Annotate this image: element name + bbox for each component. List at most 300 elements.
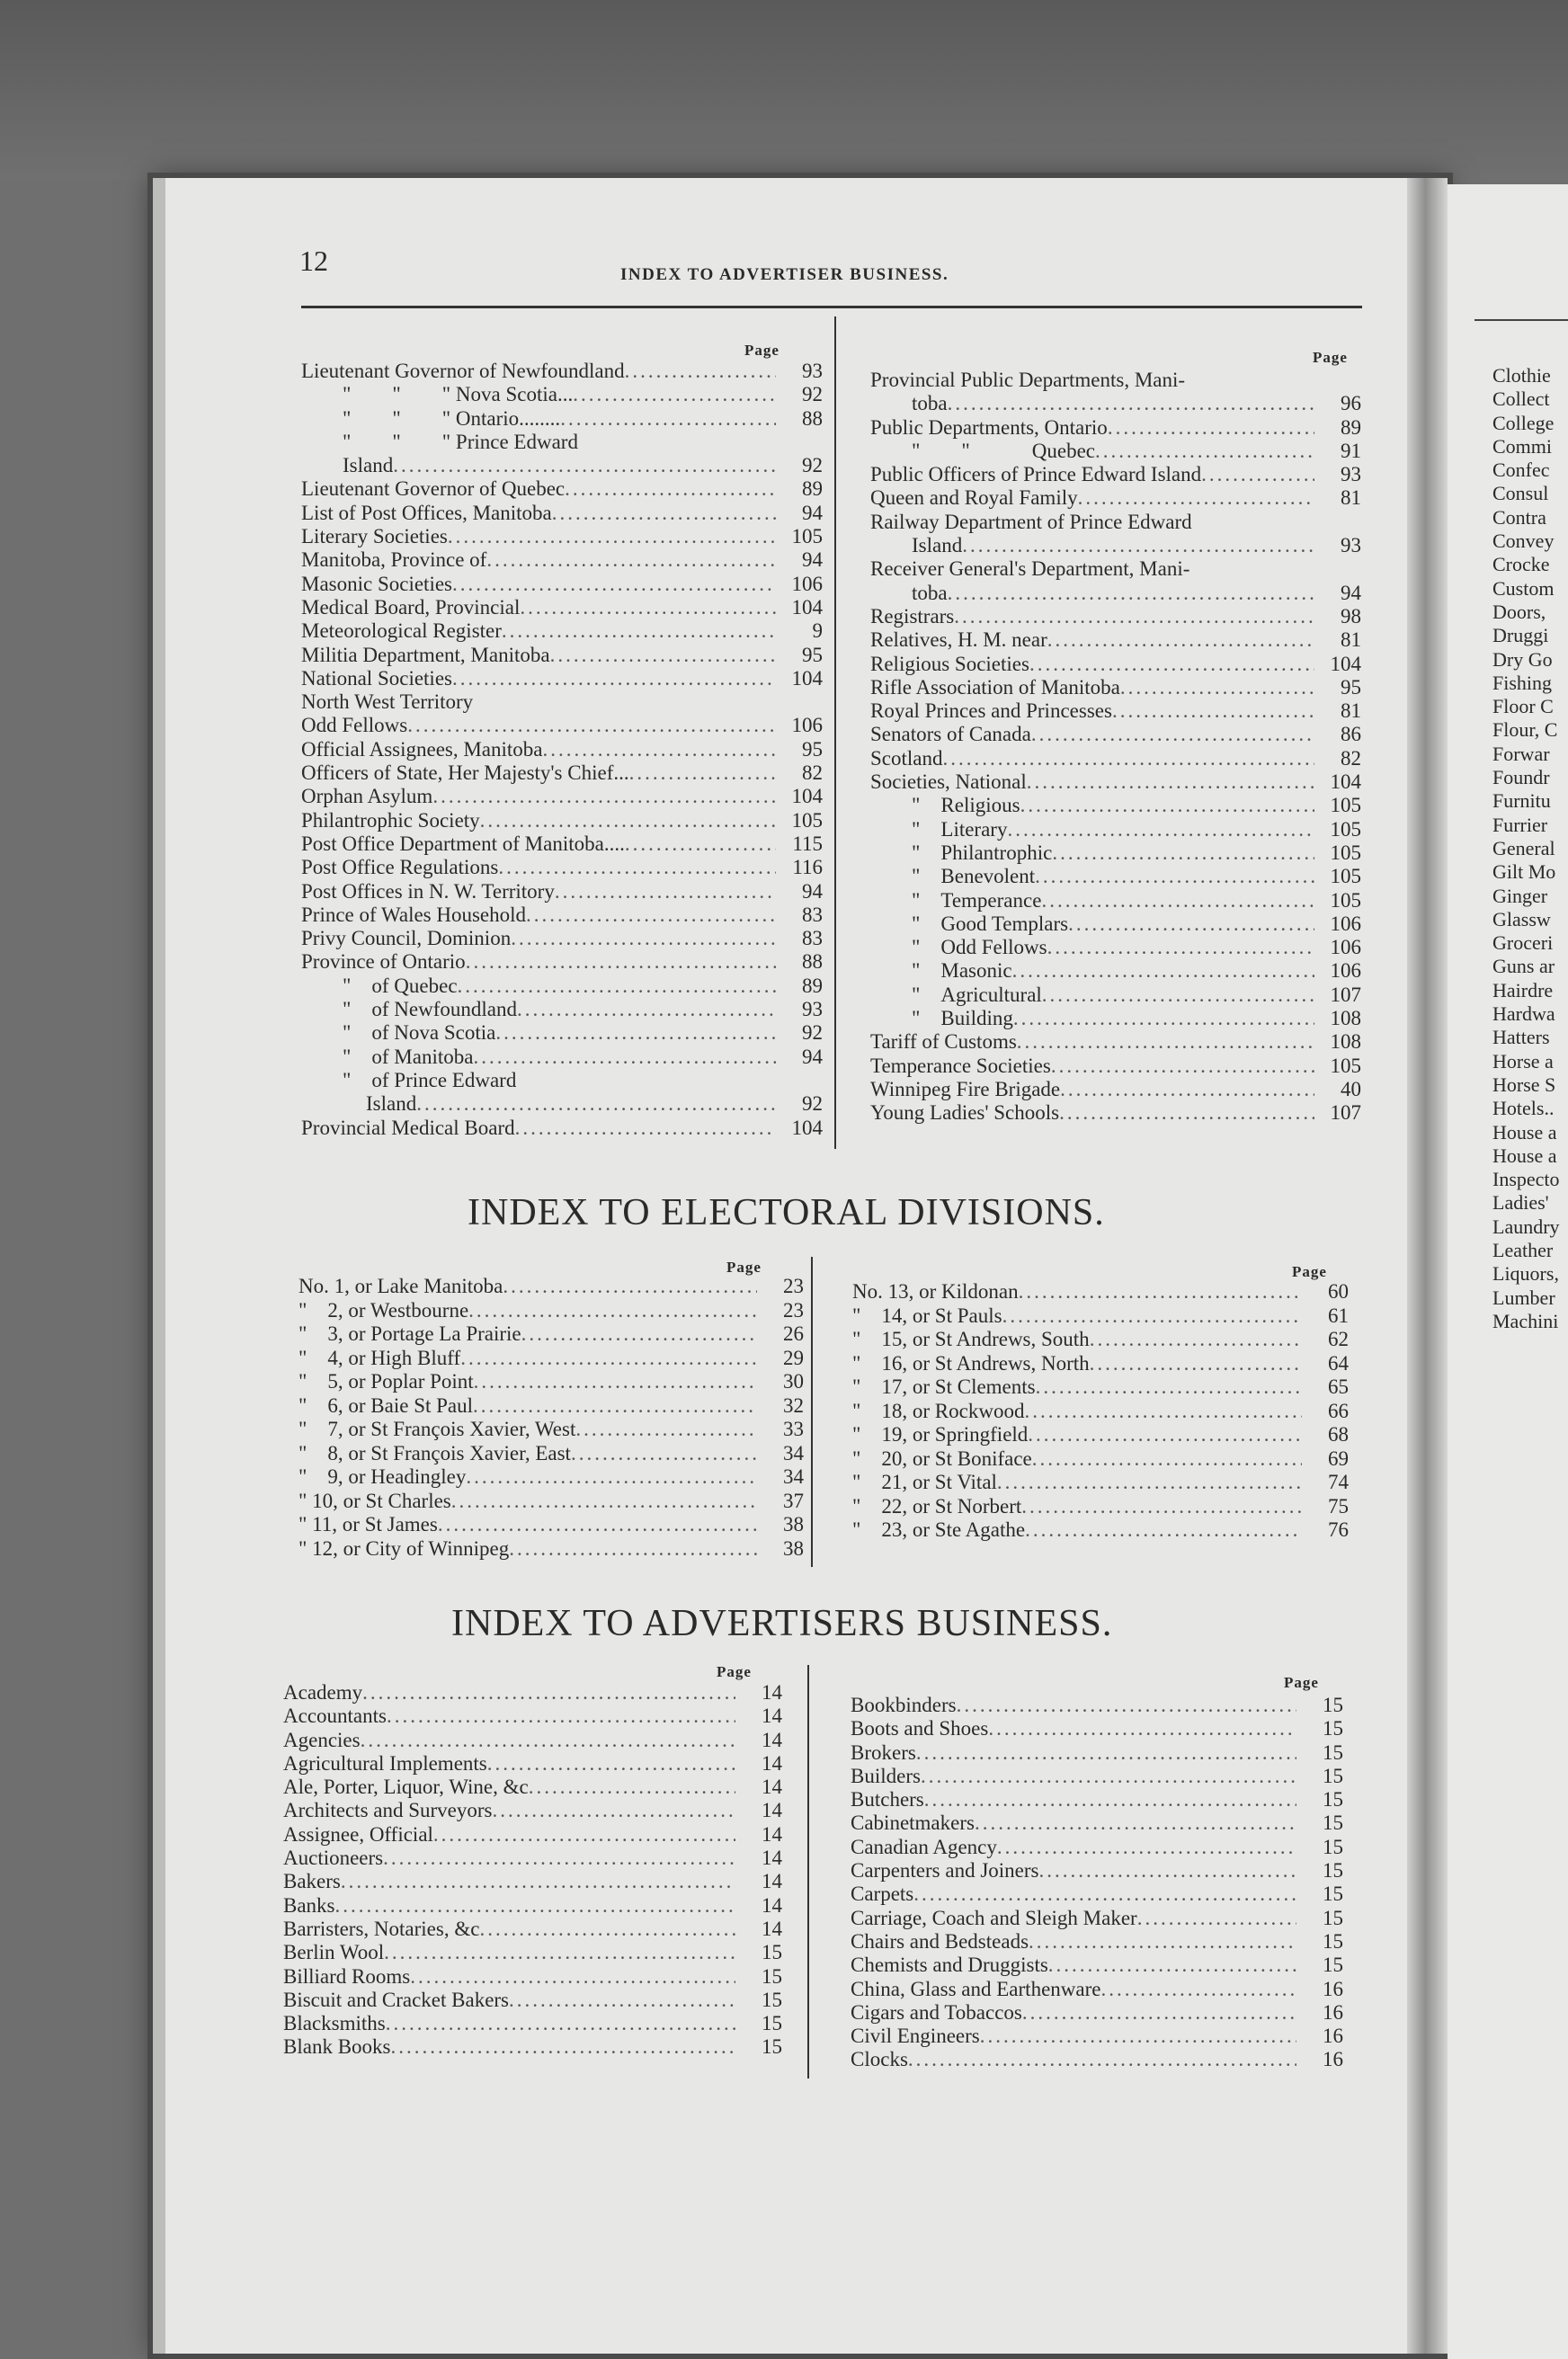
dot-leader xyxy=(625,832,776,856)
dot-leader xyxy=(571,1442,757,1466)
dot-leader xyxy=(390,2035,735,2059)
index-entry-label: Philantrophic Society xyxy=(301,808,480,832)
index-entry-page: 104 xyxy=(1330,652,1361,675)
dot-leader xyxy=(560,407,776,431)
index-entry-label: Public Officers of Prince Edward Island xyxy=(870,463,1202,486)
index-entry-label: " 15, or St Andrews, South xyxy=(852,1328,1090,1350)
index-entry-label: " 10, or St Charles xyxy=(298,1489,451,1512)
index-entry xyxy=(851,1859,1343,1883)
index-entry-label: Cabinetmakers xyxy=(851,1812,975,1835)
index-entry-label: Biscuit and Cracket Bakers xyxy=(283,1988,510,2011)
index-entry xyxy=(283,1776,782,1799)
index-entry xyxy=(870,770,1361,794)
index-entry xyxy=(301,1117,823,1140)
facing-page-entry: Horse a xyxy=(1492,1049,1554,1073)
dot-leader xyxy=(473,1046,776,1069)
dot-leader xyxy=(997,1471,1302,1495)
index-entry-label: " of Newfoundland xyxy=(343,998,517,1021)
index-entry-label: No. 1, or Lake Manitoba xyxy=(298,1275,503,1297)
dot-leader xyxy=(1060,1078,1314,1101)
index-entry-label: Manitoba, Province of xyxy=(301,548,487,572)
facing-page-entry: Hardwa xyxy=(1492,1002,1555,1026)
dot-leader xyxy=(460,1347,757,1371)
facing-page-entry: Hatters xyxy=(1492,1026,1550,1049)
dot-leader xyxy=(1035,865,1314,888)
dot-leader xyxy=(1007,818,1314,841)
index-entry-label: Queen and Royal Family xyxy=(870,486,1078,510)
index-entry-page: 105 xyxy=(791,525,823,548)
dot-leader xyxy=(1029,653,1314,676)
index-entry-label: " 3, or Portage La Prairie xyxy=(298,1322,521,1345)
page-column-label: Page xyxy=(1284,1674,1319,1691)
index-entry xyxy=(298,1347,804,1371)
index-entry-page: 104 xyxy=(1330,770,1361,794)
index-entry-label: Temperance Societies xyxy=(870,1054,1051,1077)
index-entry-page: 105 xyxy=(1330,888,1361,912)
index-entry-page: 38 xyxy=(783,1536,804,1560)
dot-leader xyxy=(1078,486,1314,510)
index-entry-page: 82 xyxy=(802,761,823,785)
index-entry-label: Cigars and Tobaccos xyxy=(851,2000,1022,2024)
index-entry-page: 15 xyxy=(762,2035,782,2059)
index-entry-label: Banks xyxy=(283,1893,335,1917)
index-entry-label: National Societies xyxy=(301,666,452,690)
index-entry-label: Tariff of Customs xyxy=(870,1030,1017,1054)
index-entry-page: 108 xyxy=(1330,1030,1361,1054)
index-entry xyxy=(852,1375,1349,1400)
facing-page-entry: Laundry xyxy=(1492,1215,1560,1238)
facing-page-entry: Flour, C xyxy=(1492,718,1558,742)
index-entry xyxy=(301,785,823,808)
facing-page-entry: College xyxy=(1492,411,1555,434)
facing-page-entry: Contra xyxy=(1492,505,1546,529)
facing-page-entry: Ladies' xyxy=(1492,1191,1549,1215)
index-entry xyxy=(301,383,823,406)
index-entry xyxy=(851,1883,1343,1906)
dot-leader xyxy=(383,1847,735,1870)
index-entry-page: 106 xyxy=(1330,936,1361,959)
index-entry-label: " 14, or St Pauls xyxy=(852,1304,1002,1327)
index-entry xyxy=(301,502,823,525)
index-entry-label: " 11, or St James xyxy=(298,1513,438,1536)
index-entry xyxy=(301,454,823,477)
index-entry-page: 29 xyxy=(783,1346,804,1369)
dot-leader xyxy=(550,644,776,667)
index-entry-label: Chemists and Druggists xyxy=(851,1954,1048,1977)
index-entry-page: 15 xyxy=(1323,1954,1343,1977)
index-entry-page: 106 xyxy=(1330,912,1361,935)
index-entry-page: 14 xyxy=(762,1776,782,1799)
index-entry-label: Masonic Societies xyxy=(301,572,452,595)
dot-leader xyxy=(975,1812,1296,1835)
index-entry xyxy=(870,416,1361,440)
dot-leader xyxy=(1017,1030,1314,1054)
index-entry-page: 95 xyxy=(1341,675,1361,699)
page-column-label: Page xyxy=(717,1663,752,1680)
index-entry xyxy=(870,1030,1361,1054)
dot-leader xyxy=(1013,1007,1314,1030)
index-entry-label: Rifle Association of Manitoba xyxy=(870,675,1120,699)
dot-leader xyxy=(432,785,776,808)
dot-leader xyxy=(1028,1423,1302,1447)
dot-leader xyxy=(361,1729,735,1752)
index-entry-page: 107 xyxy=(1330,1101,1361,1125)
index-entry-label: Billiard Rooms xyxy=(283,1964,411,1988)
dot-leader xyxy=(1047,936,1314,959)
facing-page-entry: Furrier xyxy=(1492,813,1548,836)
page-number: 12 xyxy=(299,245,328,277)
index-entry-label: Official Assignees, Manitoba xyxy=(301,737,543,761)
index-entry-label: toba xyxy=(912,392,948,415)
index-entry-page: 14 xyxy=(762,1870,782,1893)
index-entry-label: Agencies xyxy=(283,1728,361,1751)
index-entry xyxy=(298,1513,804,1537)
dot-leader xyxy=(468,1299,757,1323)
index-entry-page: 15 xyxy=(762,1988,782,2011)
index-entry-label: Canadian Agency xyxy=(851,1835,997,1858)
dot-leader xyxy=(629,761,776,785)
index-entry xyxy=(301,809,823,832)
index-entry-label: Lieutenant Governor of Newfoundland xyxy=(301,360,625,382)
index-entry-label: Chairs and Bedsteads xyxy=(851,1929,1029,1953)
index-entry-label: " 12, or City of Winnipeg xyxy=(298,1536,510,1560)
index-entry xyxy=(301,738,823,761)
index-entry xyxy=(301,525,823,548)
facing-page-entry: Glassw xyxy=(1492,907,1551,930)
index-entry xyxy=(283,1989,782,2012)
dot-leader xyxy=(487,1752,735,1776)
dot-leader xyxy=(474,1370,757,1394)
index-entry-page: 81 xyxy=(1341,486,1361,510)
facing-page-entry: Lumber xyxy=(1492,1286,1555,1309)
dot-leader xyxy=(466,950,776,974)
index-entry xyxy=(298,1275,804,1299)
index-entry-label: Literary Societies xyxy=(301,525,448,548)
index-entry-page: 92 xyxy=(802,1021,823,1045)
index-entry xyxy=(870,699,1361,723)
advertisers-right-column xyxy=(851,1694,1343,2072)
dot-leader xyxy=(1031,723,1314,746)
index-entry-label: Post Office Regulations xyxy=(301,856,499,879)
index-entry-label: " of Nova Scotia xyxy=(343,1021,496,1045)
index-entry-page: 32 xyxy=(783,1393,804,1417)
facing-page-entry: Forwar xyxy=(1492,742,1550,765)
index-entry-label: Butchers xyxy=(851,1788,924,1812)
page-column-label: Page xyxy=(744,342,780,359)
index-entry xyxy=(301,1069,823,1092)
index-entry-page: 93 xyxy=(1341,534,1361,557)
dot-leader xyxy=(452,667,776,690)
index-entry xyxy=(870,1007,1361,1030)
index-entry-label: Royal Princes and Princesses xyxy=(870,699,1112,723)
column-divider xyxy=(807,1665,809,2079)
index-entry xyxy=(301,761,823,785)
dot-leader xyxy=(1108,416,1314,440)
index-entry-label: Odd Fellows xyxy=(301,714,408,737)
index-entry xyxy=(301,573,823,596)
facing-page-entry: Dry Go xyxy=(1492,647,1553,671)
page-edge xyxy=(153,178,165,2354)
index-entry xyxy=(870,841,1361,865)
dot-leader xyxy=(502,619,776,643)
dot-leader xyxy=(410,1965,735,1989)
page-column-label: Page xyxy=(1292,1263,1327,1280)
index-entry-page: 68 xyxy=(1328,1423,1349,1446)
facing-page-entry: Horse S xyxy=(1492,1073,1556,1096)
index-entry-label: China, Glass and Earthenware xyxy=(851,1977,1101,2000)
index-entry xyxy=(870,392,1361,415)
index-entry xyxy=(301,619,823,643)
index-entry xyxy=(851,2001,1343,2025)
index-entry xyxy=(851,1954,1343,1977)
dot-leader xyxy=(1021,1495,1302,1519)
index-entry-page: 92 xyxy=(802,454,823,477)
index-entry xyxy=(301,1046,823,1069)
dot-leader xyxy=(503,1275,757,1299)
index-entry-page: 14 xyxy=(762,1893,782,1917)
page-column-label: Page xyxy=(726,1259,762,1276)
index-entry-page: 14 xyxy=(762,1705,782,1728)
index-entry-page: 98 xyxy=(1341,604,1361,628)
index-entry xyxy=(851,1717,1343,1740)
dot-leader xyxy=(384,1941,735,1964)
index-entry-label: " " " Ontario........ xyxy=(343,406,561,430)
index-entry-page: 15 xyxy=(1323,1788,1343,1812)
index-entry-label: " 8, or St François Xavier, East xyxy=(298,1441,571,1464)
dot-leader xyxy=(495,1021,776,1045)
index-entry-page: 15 xyxy=(1323,1929,1343,1953)
index-entry-label: Post Offices in N. W. Territory xyxy=(301,879,555,903)
dot-leader xyxy=(452,573,776,596)
dot-leader xyxy=(543,738,777,761)
dot-leader xyxy=(954,605,1314,628)
index-entry xyxy=(870,676,1361,699)
index-entry xyxy=(283,1799,782,1822)
index-entry-page: 40 xyxy=(1341,1077,1361,1100)
dot-leader xyxy=(509,1989,735,2012)
index-entry-label: Carpets xyxy=(851,1883,914,1906)
dot-leader xyxy=(451,1490,757,1514)
index-entry-page: 15 xyxy=(1323,1764,1343,1787)
index-entry-label: toba xyxy=(912,581,948,604)
dot-leader xyxy=(529,1776,735,1799)
dot-leader xyxy=(1059,1101,1314,1125)
index-entry-label: " of Quebec xyxy=(343,974,458,997)
index-entry xyxy=(283,1752,782,1776)
index-entry-label: Medical Board, Provincial xyxy=(301,595,521,619)
index-entry-page: 95 xyxy=(802,643,823,666)
index-entry-page: 15 xyxy=(762,2012,782,2035)
index-entry-label: " 16, or St Andrews, North xyxy=(852,1351,1090,1375)
facing-page-entry: Consul xyxy=(1492,482,1549,505)
index-entry-label: " of Manitoba xyxy=(343,1045,474,1068)
dot-leader xyxy=(520,596,776,619)
index-entry-label: Winnipeg Fire Brigade xyxy=(870,1077,1061,1100)
index-entry-page: 16 xyxy=(1323,1977,1343,2000)
index-entry-label: " 9, or Headingley xyxy=(298,1465,467,1488)
index-entry xyxy=(298,1322,804,1347)
dot-leader xyxy=(1047,628,1314,652)
index-entry-page: 37 xyxy=(783,1489,804,1512)
index-entry-page: 107 xyxy=(1330,983,1361,1006)
index-entry-page: 23 xyxy=(783,1275,804,1297)
index-entry-label: Receiver General's Department, Mani- xyxy=(870,557,1190,581)
column-divider xyxy=(811,1257,813,1567)
index-entry-page: 61 xyxy=(1328,1304,1349,1327)
dot-leader xyxy=(517,998,776,1021)
index-entry-page: 30 xyxy=(783,1370,804,1393)
index-entry-label: " 2, or Westbourne xyxy=(298,1298,469,1322)
facing-page-list xyxy=(1492,364,1560,1333)
index-entry-page: 15 xyxy=(1323,1859,1343,1883)
index-entry xyxy=(301,998,823,1021)
running-head: INDEX TO ADVERTISER BUSINESS. xyxy=(620,265,949,284)
index-entry-label: Island xyxy=(366,1092,417,1116)
dot-leader xyxy=(438,1513,757,1537)
dot-leader xyxy=(1042,984,1314,1007)
index-entry-page: 15 xyxy=(762,1964,782,1988)
dot-leader xyxy=(1039,1859,1297,1883)
index-entry-page: 93 xyxy=(802,360,823,382)
index-entry-page: 94 xyxy=(802,1045,823,1068)
index-entry xyxy=(301,975,823,998)
index-entry-label: " Masonic xyxy=(912,959,1012,983)
electoral-left-column xyxy=(298,1275,804,1561)
dot-leader xyxy=(921,1765,1296,1788)
dot-leader xyxy=(948,582,1314,605)
index-entry xyxy=(301,950,823,974)
index-entry xyxy=(301,690,823,714)
dot-leader xyxy=(1090,1328,1302,1352)
index-entry-label: Clocks xyxy=(851,2048,908,2071)
dot-leader xyxy=(479,1918,735,1941)
facing-page-entry: Hairdre xyxy=(1492,978,1554,1001)
index-entry xyxy=(870,865,1361,888)
index-entry-page: 14 xyxy=(762,1681,782,1704)
index-entry-page: 106 xyxy=(791,714,823,737)
dot-leader xyxy=(511,927,776,950)
dot-leader xyxy=(1036,1375,1302,1400)
index-entry xyxy=(283,1705,782,1728)
dot-leader xyxy=(1112,699,1314,723)
index-entry-page: 93 xyxy=(1341,463,1361,486)
index-entry-page: 89 xyxy=(1341,415,1361,439)
index-entry xyxy=(851,1788,1343,1812)
index-entry xyxy=(870,628,1361,652)
index-entry-label: Builders xyxy=(851,1764,921,1787)
index-entry xyxy=(851,1694,1343,1717)
index-entry-label: Bakers xyxy=(283,1870,341,1893)
index-entry-page: 23 xyxy=(783,1298,804,1322)
index-entry-page: 105 xyxy=(791,808,823,832)
index-entry xyxy=(301,1021,823,1045)
dot-leader xyxy=(1002,1304,1302,1329)
facing-page-entry: House a xyxy=(1492,1144,1557,1167)
dot-leader xyxy=(387,1705,735,1728)
dot-leader xyxy=(1090,1352,1302,1376)
index-entry xyxy=(283,2035,782,2059)
index-entry xyxy=(870,1078,1361,1101)
index-entry-label: " 20, or St Boniface xyxy=(852,1447,1032,1470)
index-entry xyxy=(301,477,823,501)
dot-leader xyxy=(555,880,776,904)
dot-leader xyxy=(913,1883,1296,1906)
facing-page-entry: Commi xyxy=(1492,434,1553,458)
facing-page-entry: Confec xyxy=(1492,458,1550,482)
dot-leader xyxy=(980,2025,1296,2048)
facing-page-entry: Ginger xyxy=(1492,884,1548,907)
index-entry-page: 15 xyxy=(1323,1740,1343,1764)
index-entry-label: Militia Department, Manitoba xyxy=(301,643,550,666)
index-entry-page: 76 xyxy=(1328,1518,1349,1541)
dot-leader xyxy=(480,809,776,832)
dot-leader xyxy=(552,502,776,525)
index-entry xyxy=(870,936,1361,959)
index-entry-label: Auctioneers xyxy=(283,1847,384,1870)
index-entry-label: Public Departments, Ontario xyxy=(870,415,1108,439)
index-entry xyxy=(852,1471,1349,1495)
dot-leader xyxy=(1019,1280,1302,1304)
index-entry xyxy=(870,511,1361,534)
dot-leader xyxy=(1022,2001,1296,2025)
index-entry-page: 89 xyxy=(802,974,823,997)
column-divider xyxy=(834,316,836,1149)
index-entry-page: 81 xyxy=(1341,628,1361,652)
index-entry xyxy=(870,1101,1361,1125)
dot-leader xyxy=(1025,1518,1302,1543)
facing-page-entry: General xyxy=(1492,836,1555,859)
index-entry-label: Railway Department of Prince Edward xyxy=(870,510,1192,533)
index-entry xyxy=(298,1537,804,1562)
index-entry-page: 64 xyxy=(1328,1351,1349,1375)
index-entry-page: 65 xyxy=(1328,1375,1349,1398)
index-entry-label: Ale, Porter, Liquor, Wine, &c xyxy=(283,1776,529,1799)
facing-page-entry: Druggi xyxy=(1492,624,1549,647)
dot-leader xyxy=(1100,1978,1296,2001)
index-entry-label: Island xyxy=(343,454,394,477)
index-entry-label: North West Territory xyxy=(301,690,474,714)
index-entry xyxy=(852,1447,1349,1472)
index-entry-label: List of Post Offices, Manitoba xyxy=(301,501,552,524)
index-entry-page: 105 xyxy=(1330,817,1361,841)
index-entry-page: 88 xyxy=(802,950,823,974)
index-entry-page: 15 xyxy=(1323,1717,1343,1740)
index-entry-page: 14 xyxy=(762,1917,782,1940)
index-entry-page: 105 xyxy=(1330,865,1361,888)
index-entry xyxy=(851,1930,1343,1954)
facing-page-entry: Floor C xyxy=(1492,695,1554,718)
dot-leader xyxy=(386,2012,735,2035)
dot-leader xyxy=(1051,1055,1314,1078)
index-entry-page: 16 xyxy=(1323,2048,1343,2071)
index-entry-page: 26 xyxy=(783,1322,804,1345)
index-entry-page: 104 xyxy=(791,785,823,808)
index-entry-label: Provincial Public Departments, Mani- xyxy=(870,369,1186,391)
index-entry-page: 16 xyxy=(1323,2000,1343,2024)
index-entry-page: 106 xyxy=(791,572,823,595)
index-entry-label: Scotland xyxy=(870,746,943,770)
index-entry-label: " of Prince Edward xyxy=(343,1068,517,1091)
index-entry xyxy=(283,1729,782,1752)
index-entry xyxy=(870,440,1361,463)
index-entry-label: No. 13, or Kildonan xyxy=(852,1280,1019,1303)
index-entry xyxy=(298,1418,804,1442)
index-entry-label: Prince of Wales Household xyxy=(301,903,527,926)
index-entry-page: 81 xyxy=(1341,699,1361,723)
index-entry xyxy=(851,1836,1343,1859)
index-entry xyxy=(301,714,823,737)
index-entry-page: 83 xyxy=(802,903,823,926)
